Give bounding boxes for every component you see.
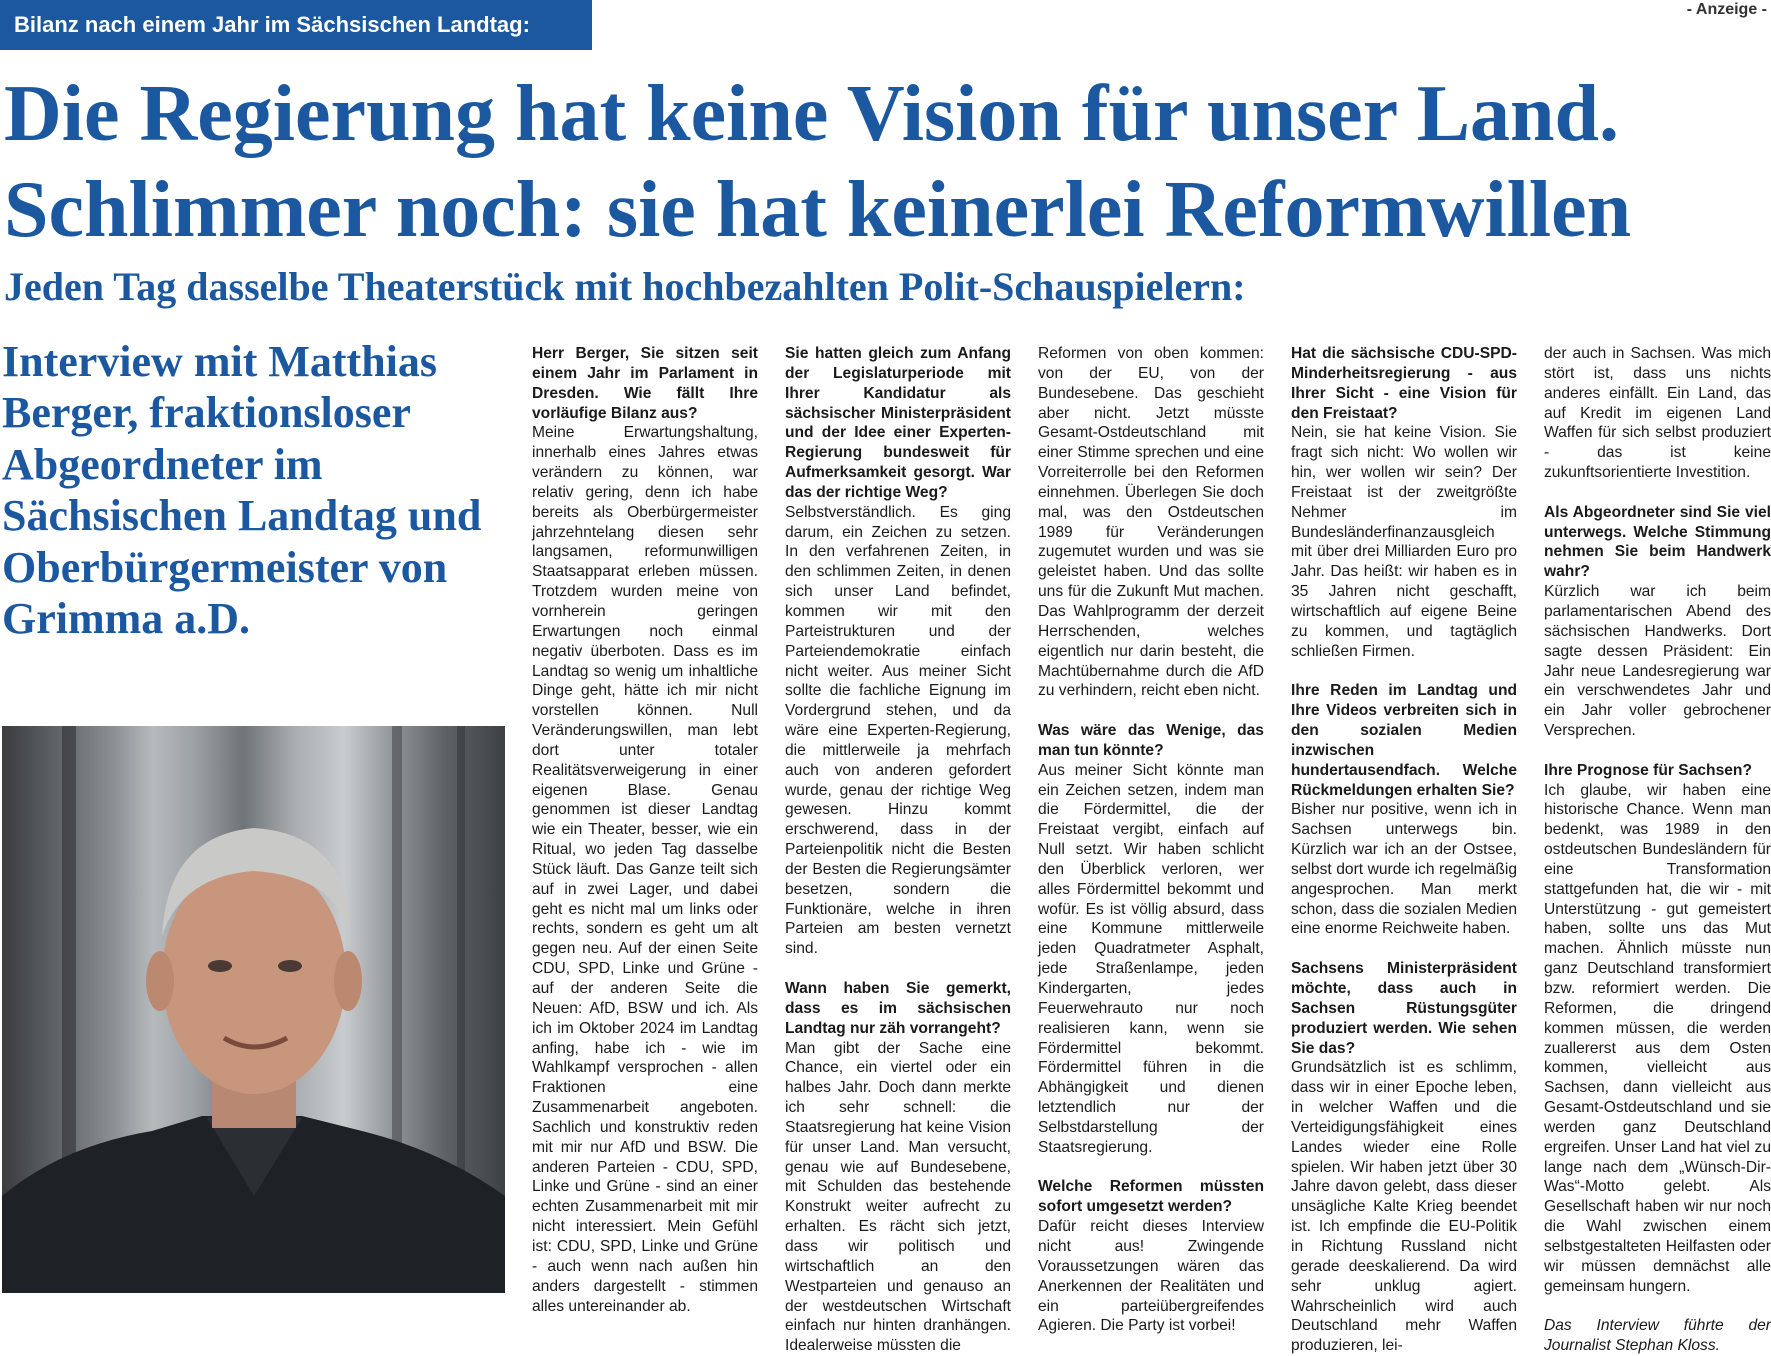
portrait-illustration (2, 726, 505, 1293)
advertisement-label: - Anzeige - (1686, 1, 1767, 18)
portrait-photo (2, 726, 505, 1293)
interview-answer: Dafür reicht dieses Interview nicht aus! Zwingende Voraussetzungen wären das Anerkennen der Realitäten und ein parteiübergreifendes Agieren. Die Party ist vorbei! (1038, 1218, 1264, 1335)
article-column-2 (785, 344, 1011, 1356)
kicker-banner: Bilanz nach einem Jahr im Sächsischen Landtag: (0, 0, 592, 50)
headline-line-2: Schlimmer noch: sie hat keinerlei Reformwillen (4, 166, 1632, 254)
interview-question: Ihre Reden im Landtag und Ihre Videos verbreiten sich in den sozialen Medien inzwischen hundertausendfach. Welche Rückmeldungen erhalten Sie? (1291, 682, 1517, 799)
interview-answer: Meine Erwartungshaltung, innerhalb eines Jahres etwas verändern zu können, war relativ gering, denn ich habe bereits als Oberbürgermeister jahrzehntelang diesen sehr langsamen, reformunwilligen Staatsapparat erleben müssen. Trotzdem wurden meine von vornherein geringen Erwartungen noch einmal negativ überboten. Dass es im Landtag so wenig um inhaltliche Dinge geht, hätte ich mir nicht vorstellen können. Null Veränderungswillen, man lebt dort unter totaler Realitätsverweigerung in einer eigenen Blase. Genau genommen ist dieser Landtag wie ein Theater, besser, wie ein Ritual, wo jeden Tag dasselbe Stück läuft. Das Ganze teilt sich auf in zwei Lager, und dabei geht es nicht mal um links oder rechts, sondern es geht um alt gegen neu. Auf der einen Seite CDU, SPD, Linke und Grüne - auf der anderen Seite die Neuen: AfD, BSW und ich. Als ich im Oktober 2024 im Landtag anfing, habe ich - wie im Wahlkampf versprochen - allen Fraktionen eine Zusammenarbeit angeboten. Sachlich und konstruktiv reden mit mir nur AfD und BSW. Die anderen Parteien - CDU, SPD, Linke und Grüne - sind an einer echten Zusammenarbeit mit mir nicht interessiert. Mein Gefühl ist: CDU, SPD, Linke und Grüne - auch wenn nach außen hin anders dargestellt - stimmen alles untereinander ab. (532, 424, 758, 1315)
interview-answer: der auch in Sachsen. Was mich stört ist, dass uns nichts anderes einfällt. Ein Land, das auf Kredit im eigenen Land Waffen für sich selbst produziert - das ist keine zukunftsorientierte Investition. (1544, 345, 1771, 482)
interview-question: Als Abgeordneter sind Sie viel unterwegs. Welche Stimmung nehmen Sie beim Handwerk wahr? (1544, 503, 1771, 581)
interview-answer: Aus meiner Sicht könnte man ein Zeichen setzen, indem man die Fördermittel, die der Freistaat vergibt, einfach auf Null setzt. Wir haben schlicht den Überblick verloren, wer alles Fördermittel bekommt und wofür. Es ist völlig absurd, dass eine Kommune mittlerweile jeden Quadratmeter Asphalt, jede Straßenlampe, jeden Kindergarten, jedes Feuerwehrauto nur noch realisieren kann, wenn sie Fördermittel bekommt. Fördermittel führen in die Abhängigkeit und dienen letztendlich nur der Selbstdarstellung der Staatsregierung. (1038, 761, 1264, 1156)
interview-question: Herr Berger, Sie sitzen seit einem Jahr im Parlament in Dresden. Wie fällt Ihre vorläufige Bilanz aus? (532, 345, 758, 422)
paragraph-gap (1038, 701, 1264, 721)
interview-question: Was wäre das Wenige, das man tun könnte? (1038, 722, 1264, 759)
interview-answer: Bisher nur positive, wenn ich in Sachsen unterwegs bin. Kürzlich war ich an der Ostsee, selbst dort wurde ich regelmäßig angesprochen. Man merkt schon, dass die sozialen Medien eine enorme Reichweite haben. (1291, 801, 1517, 938)
article-column-4 (1291, 344, 1517, 1356)
interview-question: Ihre Prognose für Sachsen? (1544, 761, 1752, 779)
paragraph-gap (785, 959, 1011, 979)
article-column-3 (1038, 344, 1264, 1336)
interview-question: Hat die sächsische CDU-SPD-Minderheitsregierung - aus Ihrer Sicht - eine Vision für den Freistaat? (1291, 345, 1517, 422)
interview-answer: Kürzlich war ich beim parlamentarischen Abend des sächsischen Handwerks. Dort sagte dessen Präsident: Ein Jahr neue Landesregierung war ein verschwendetes Jahr und ein Jahr voller gebrochener Versprechen. (1544, 583, 1771, 740)
subheadline: Jeden Tag dasselbe Theaterstück mit hochbezahlten Polit-Schauspielern: (4, 264, 1246, 309)
interview-question: Wann haben Sie gemerkt, dass es im sächsischen Landtag nur zäh vorrangeht? (785, 980, 1011, 1037)
paragraph-gap (1291, 662, 1517, 682)
interview-answer: Nein, sie hat keine Vision. Sie fragt sich nicht: Wo wollen wir hin, wer wollen wir sein? Der Freistaat ist der zweitgrößte Nehmer im Bundesländerfinanzausgleich mit über drei Milliarden Euro pro Jahr. Das heißt: wir haben es in 35 Jahren nicht geschafft, wirtschaftlich auf eigene Beine zu kommen, und tagtäglich schließen Firmen. (1291, 424, 1517, 660)
paragraph-gap (1038, 1158, 1264, 1178)
article-column-5 (1544, 344, 1771, 1356)
paragraph-gap (1544, 483, 1771, 503)
interview-answer: Grundsätzlich ist es schlimm, dass wir in einer Epoche leben, in welcher Waffen und die Verteidigungsfähigkeit eines Landes wieder eine Rolle spielen. Wir haben jetzt über 30 Jahre davon gelebt, dass dieser unsägliche Kalte Krieg beendet ist. Ich empfinde die EU-Politik in Richtung Russland nicht gerade deeskalierend. Da wird sehr unklug agiert. Wahrscheinlich wird auch Deutschland mehr Waffen produzieren, lei- (1291, 1059, 1517, 1355)
paragraph-gap (1544, 741, 1771, 761)
interview-answer: Man gibt der Sache eine Chance, ein viertel oder ein halbes Jahr. Doch dann merkte ich sehr schnell: die Staatsregierung hat keine Vision für unser Land. Man versucht, genau wie auf Bundesebene, mit Schulden das bestehende Konstrukt weiter aufrecht zu erhalten. Es rächt sich jetzt, dass wir politisch und wirtschaftlich an den Westparteien und genauso an der westdeutschen Wirtschaft einfach nur hinten dranhängen. Idealerweise müssten die (785, 1039, 1011, 1355)
interview-credit: Das Interview führte der Journalist Stephan Kloss. (1544, 1317, 1771, 1355)
article-column-1 (532, 344, 758, 1316)
paragraph-gap (1544, 1297, 1771, 1317)
interview-question: Sachsens Ministerpräsident möchte, dass auch in Sachsen Rüstungsgüter produziert werden. Wie sehen Sie das? (1291, 960, 1517, 1057)
paragraph-gap (1291, 939, 1517, 959)
interview-question: Welche Reformen müssten sofort umgesetzt werden? (1038, 1178, 1264, 1216)
interview-intro: Interview mit Matthias Berger, fraktionsloser Abgeordneter im Sächsischen Landtag und Oberbürgermeister von Grimma a.D. (2, 337, 482, 644)
interview-answer: Ich glaube, wir haben eine historische Chance. Wenn man bedenkt, was 1989 in den ostdeutschen Bundesländern für eine Transformation stattgefunden hat, die wir - mit Unterstützung - gut gemeistert haben, sollte uns das Mut machen. Ähnlich müsste nun ganz Deutschland transformiert bzw. reformiert werden. Die Reformen, die dringend kommen müssen, die werden zuallererst aus dem Osten kommen, vielleicht aus Sachsen, dann vielleicht aus Gesamt-Ostdeutschland und sie werden ganz Deutschland ergreifen. Unser Land hat viel zu lange nach dem „Wünsch-Dir-Was“-Motto gelebt. Als Gesellschaft haben wir nur noch die Wahl zwischen einem selbstgestalteten Heilfasten oder wir müssen demnächst alle gemeinsam hungern. (1544, 781, 1771, 1295)
headline-line-1: Die Regierung hat keine Vision für unser Land. (4, 70, 1620, 158)
interview-answer: Reformen von oben kommen: von der EU, von der Bundesebene. Das geschieht aber nicht. Jetzt müsste Gesamt-Ostdeutschland mit einer Stimme sprechen und eine Vorreiterrolle bei den Reformen einnehmen. Überlegen Sie doch mal, was den Ostdeutschen 1989 für Veränderungen zugemutet wurden und was sie geleistet haben. Und das sollte uns für die Zukunft Mut machen. Das Wahlprogramm der derzeit Herrschenden, welches eigentlich nur darin besteht, die Machtübernahme durch die AfD zu verhindern, reicht eben nicht. (1038, 345, 1264, 700)
interview-question: Sie hatten gleich zum Anfang der Legislaturperiode mit Ihrer Kandidatur als sächsischer Ministerpräsident und der Idee einer Experten-Regierung bundesweit für Aufmerksamkeit gesorgt. War das der richtige Weg? (785, 345, 1011, 501)
interview-answer: Selbstverständlich. Es ging darum, ein Zeichen zu setzen. In den verfahrenen Zeiten, in den schlimmen Zeiten, in denen sich unser Land befindet, kommen wir mit den Parteistrukturen und der Parteiendemokratie einfach nicht weiter. Aus meiner Sicht sollte die fachliche Eignung im Vordergrund stehen, und da wäre eine Experten-Regierung, die mittlerweile ja mehrfach auch von anderen gefordert wurde, genau der richtige Weg gewesen. Hinzu kommt erschwerend, dass in der Parteienpolitik nicht die Besten der Besten die Regierungsämter besetzen, sondern die Funktionäre, welche in ihren Parteien am besten vernetzt sind. (785, 503, 1011, 958)
